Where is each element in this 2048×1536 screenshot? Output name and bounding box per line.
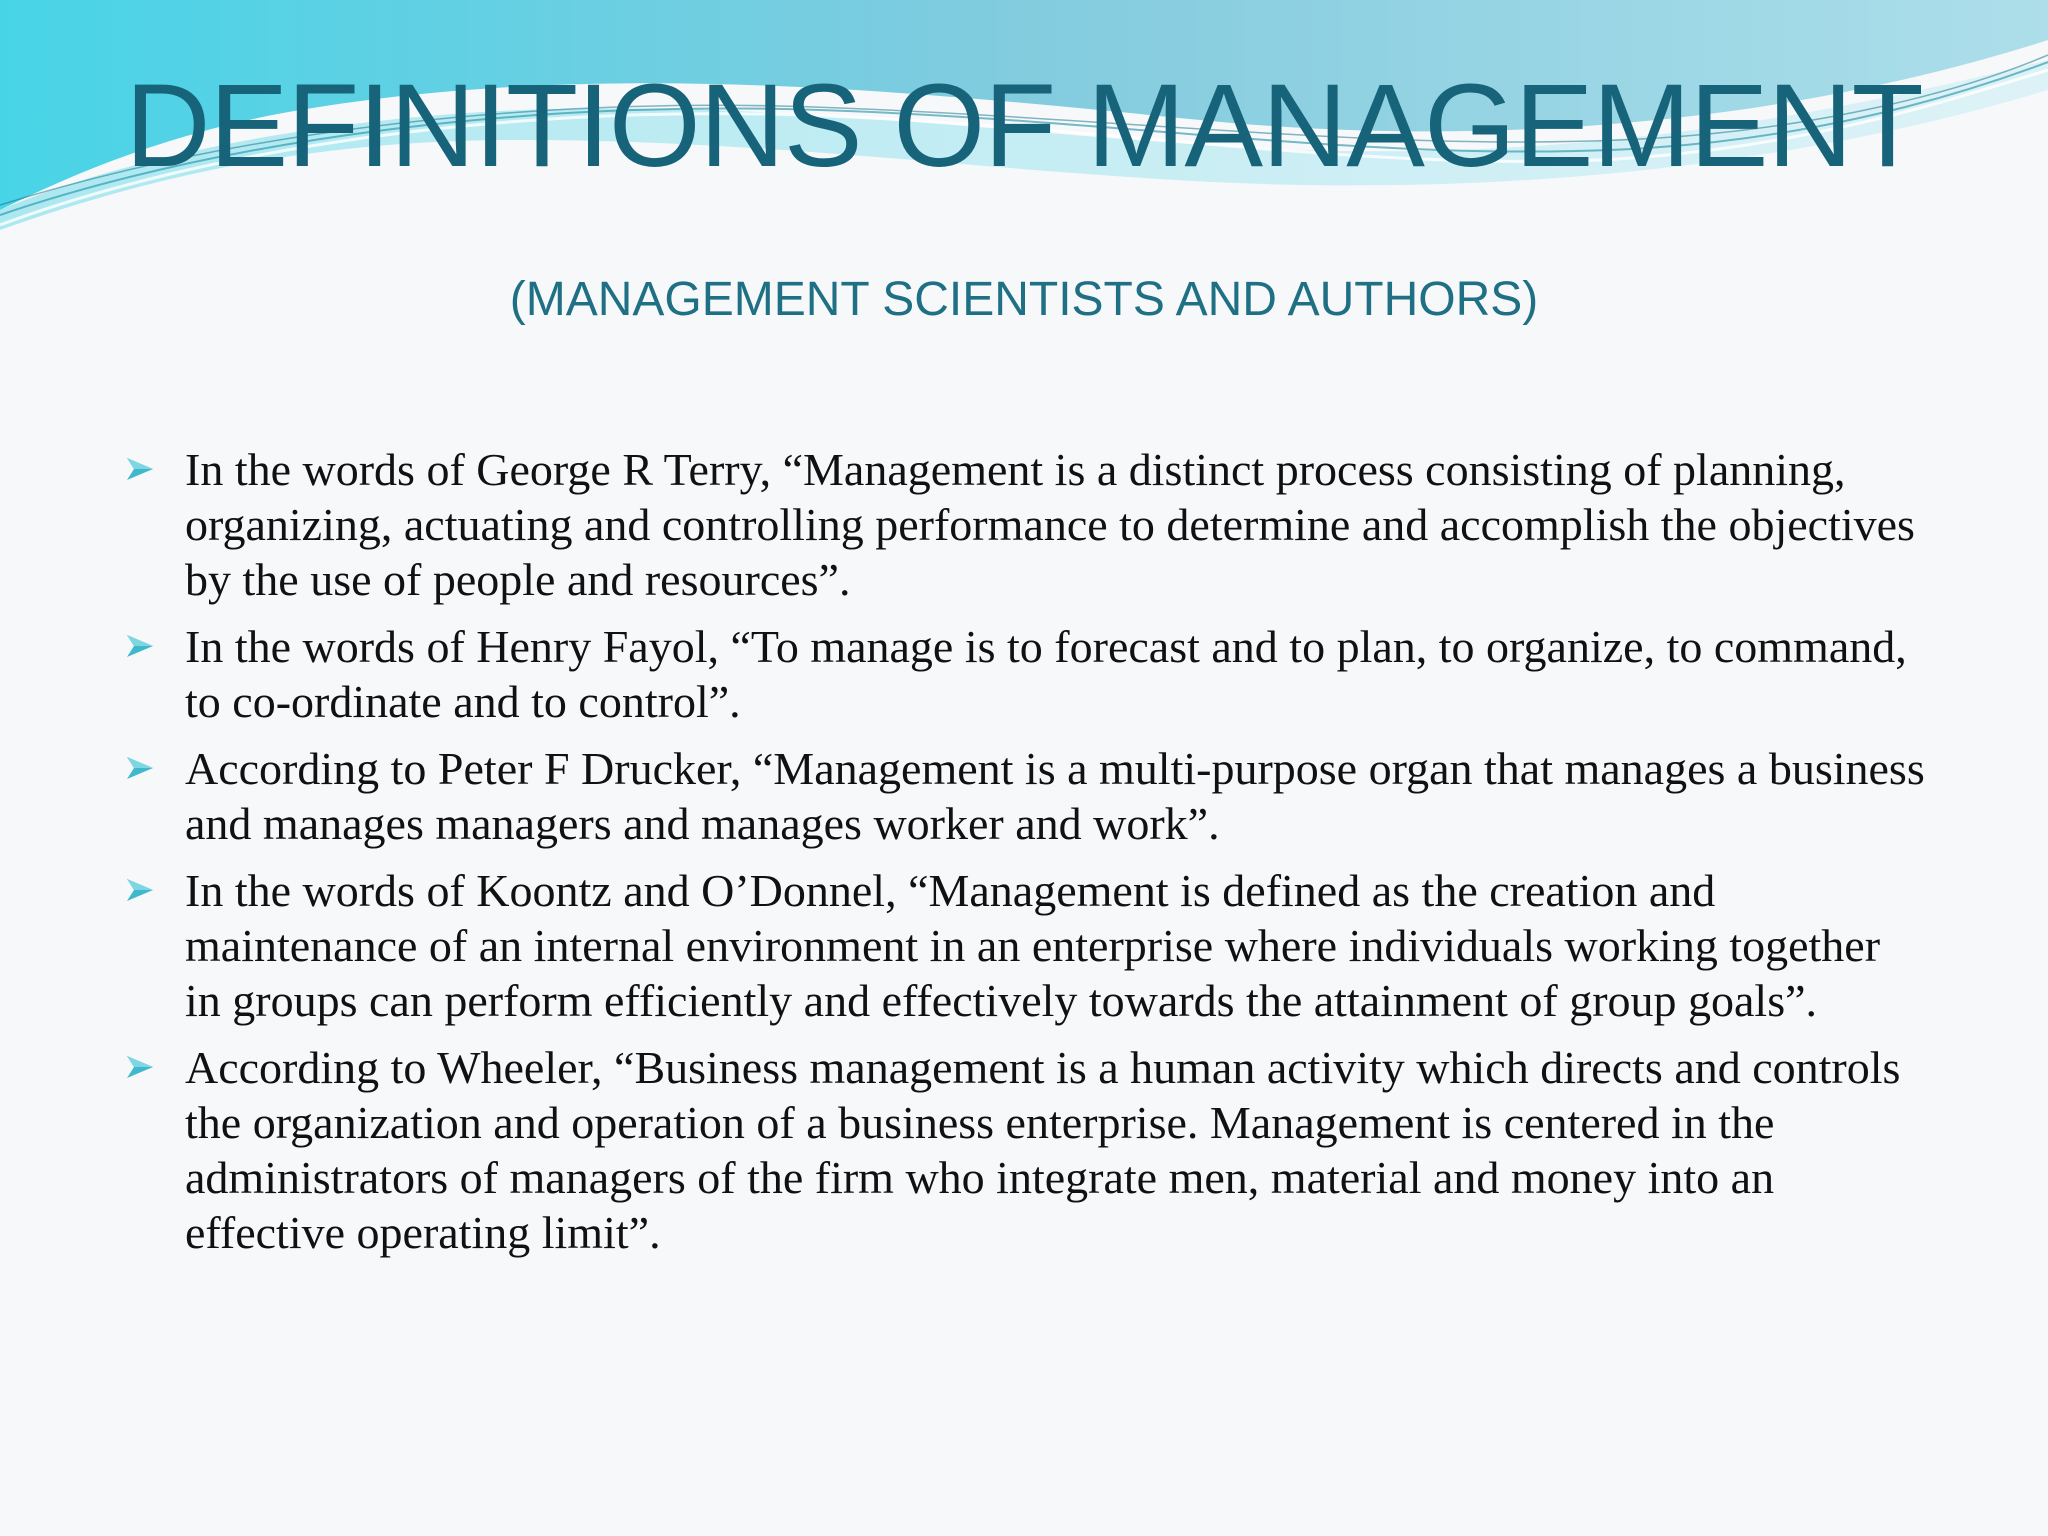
definition-text: In the words of Koontz and O’Donnel, “Management is defined as the creation and maintenance of an internal environment in an enterprise where individuals working together in groups can perform efficiently and effectively towards the attainment of group goals”. — [185, 865, 1881, 1026]
definition-item-fayol — [125, 619, 1925, 729]
arrow-bullet-icon — [125, 633, 155, 659]
arrow-bullet-icon — [125, 456, 155, 482]
definition-text: In the words of Henry Fayol, “To manage is to forecast and to plan, to organize, to command, to co-ordinate and to control”. — [185, 621, 1907, 727]
definition-item-wheeler — [125, 1040, 1925, 1260]
slide-title: DEFINITIONS OF MANAGEMENT — [125, 60, 1923, 192]
arrow-bullet-icon — [125, 755, 155, 781]
arrow-bullet-icon — [125, 877, 155, 903]
definition-text: In the words of George R Terry, “Management is a distinct process consisting of planning, organizing, actuating and controlling performance to determine and accomplish the objectives by the use of people and resources”. — [185, 444, 1915, 605]
slide-subtitle: (MANAGEMENT SCIENTISTS AND AUTHORS) — [509, 273, 1539, 326]
definition-text: According to Wheeler, “Business management is a human activity which directs and controls the organization and operation of a business enterprise. Management is centered in the administrators of managers of the firm who integrate men, material and money into an effective operating limit”. — [185, 1042, 1901, 1258]
definition-item-terry — [125, 442, 1925, 607]
definition-text: According to Peter F Drucker, “Management is a multi-purpose organ that manages a business and manages managers and manages worker and work”. — [185, 743, 1925, 849]
definition-item-drucker — [125, 741, 1925, 851]
arrow-bullet-icon — [125, 1054, 155, 1080]
definition-list — [125, 442, 1925, 1272]
definition-item-koontz — [125, 863, 1925, 1028]
